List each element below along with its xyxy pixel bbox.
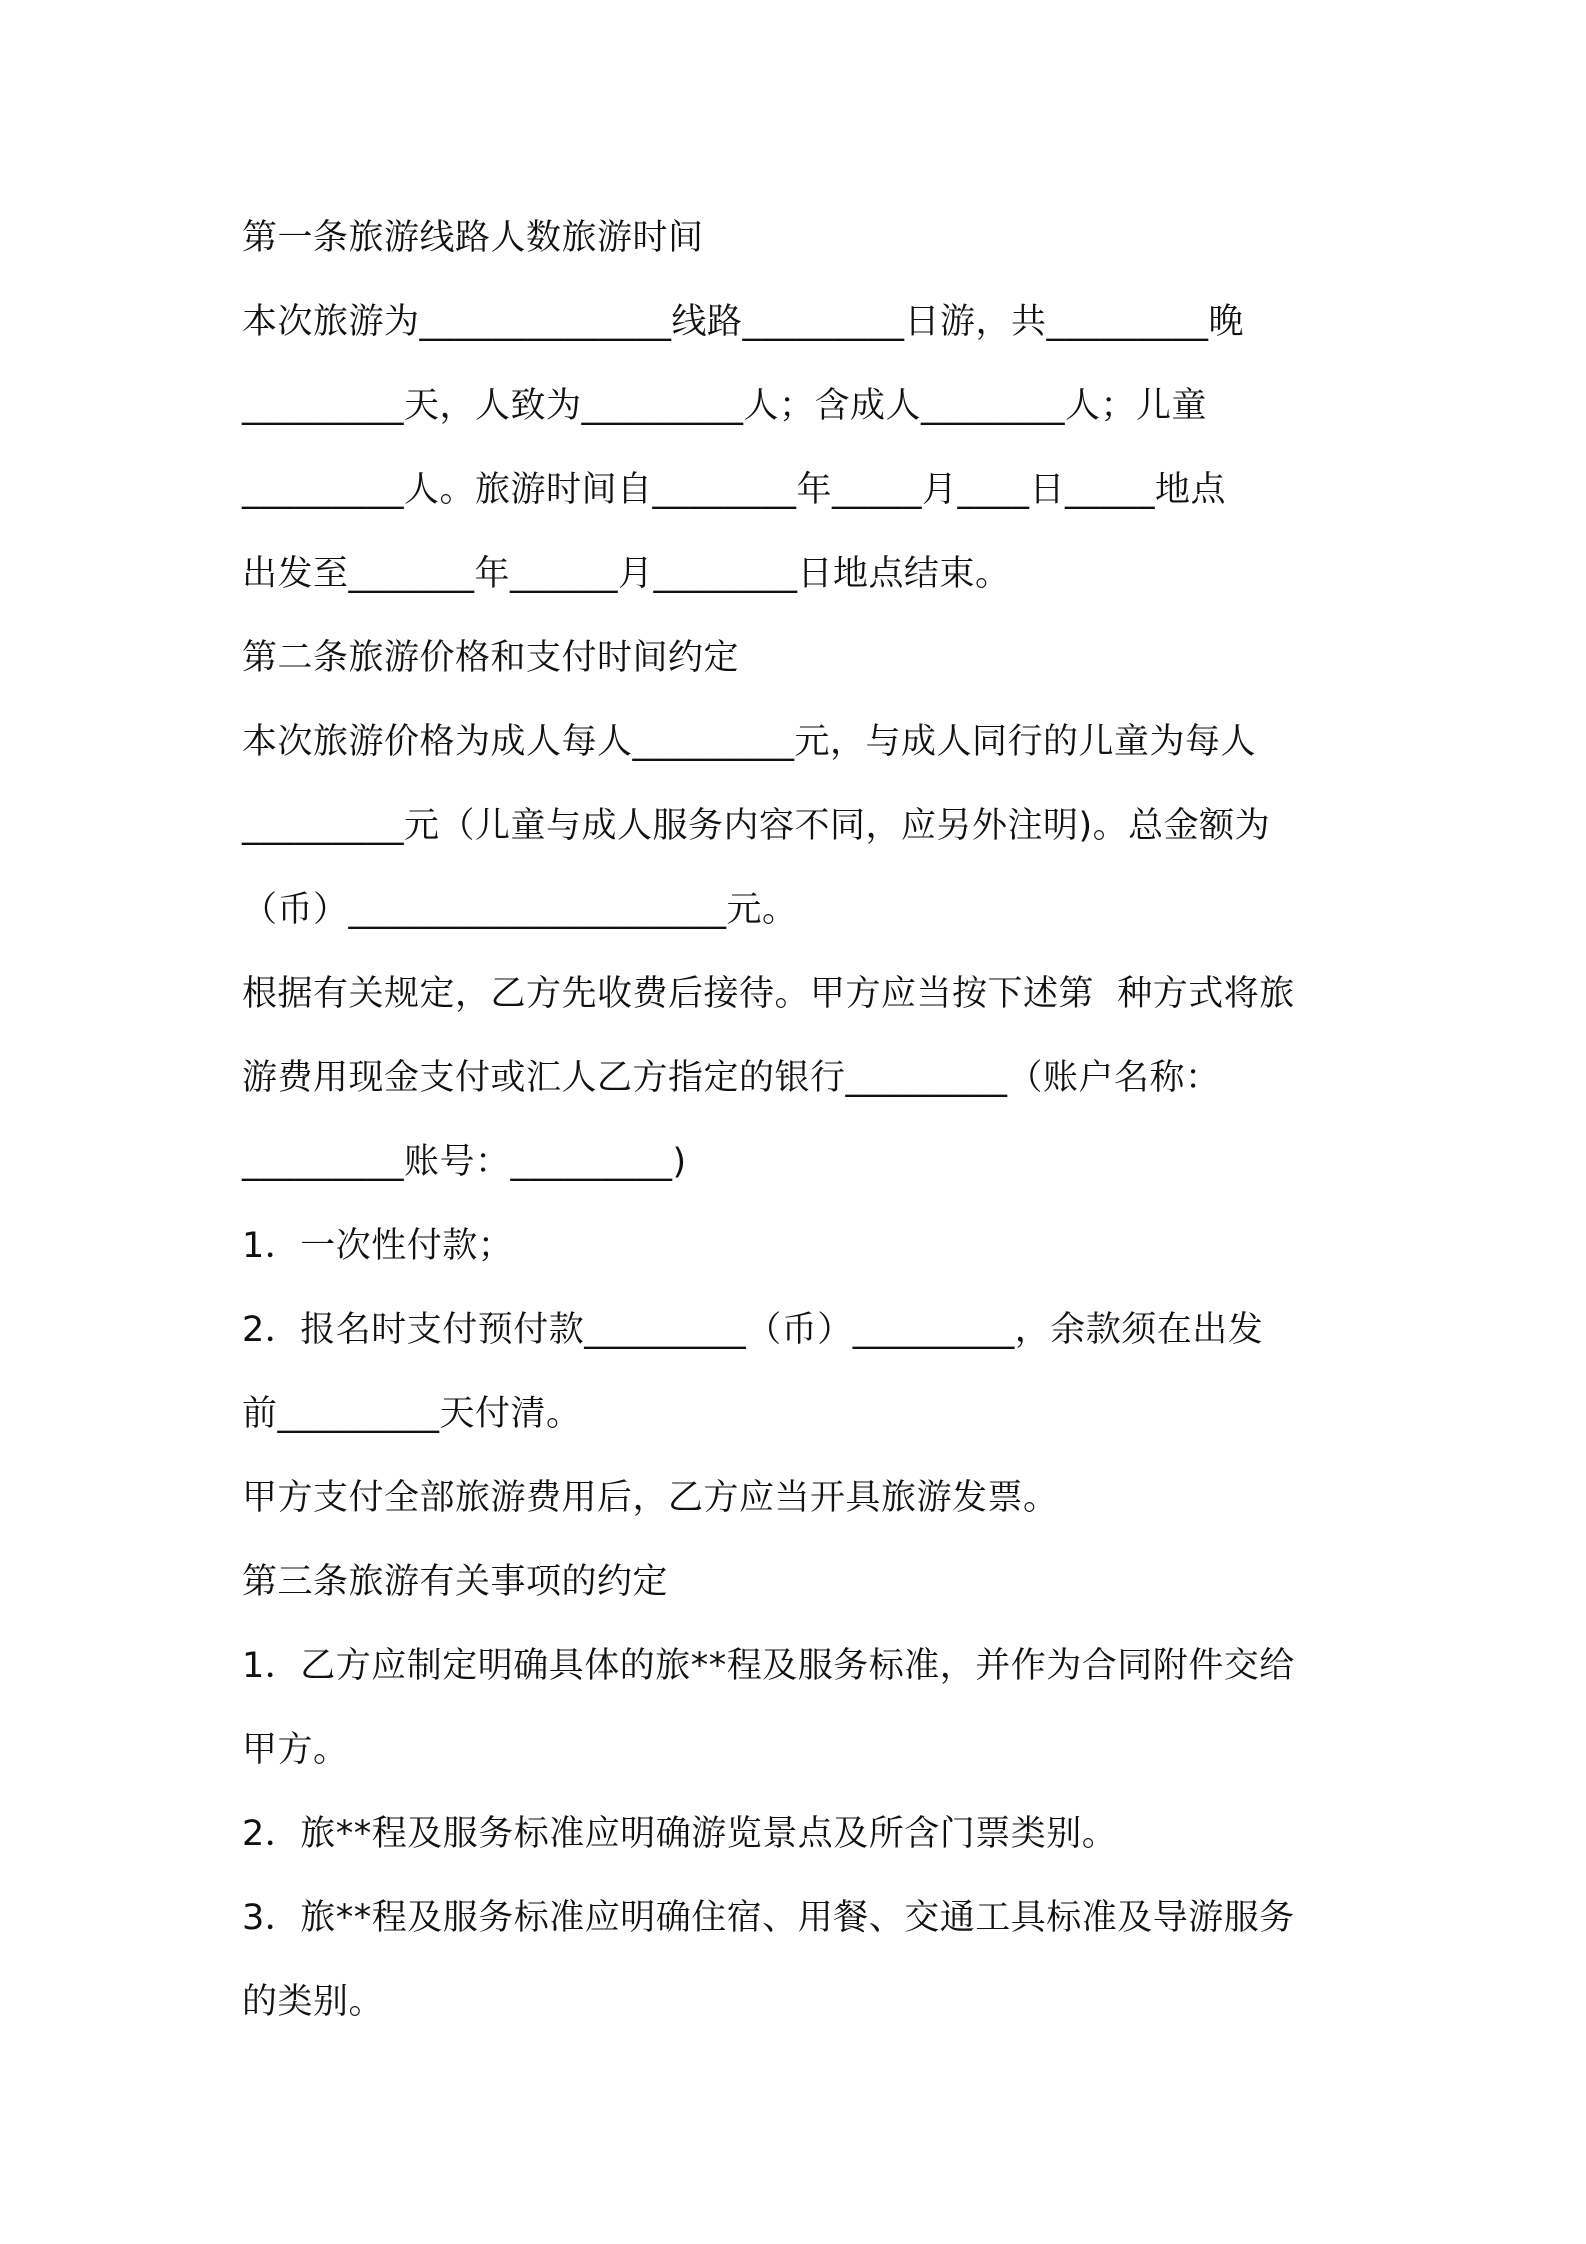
text-line: 本次旅游为______________线路_________日游，共_________晚	[242, 302, 1245, 342]
text-line: 游费用现金支付或汇人乙方指定的银行_________（账户名称：	[242, 1058, 1221, 1098]
list-item: 1．乙方应制定明确具体的旅**程及服务标准，并作为合同附件交给	[242, 1646, 1295, 1686]
text-line: 甲方。	[242, 1730, 349, 1770]
text-line: 甲方支付全部旅游费用后，乙方应当开具旅游发票。	[242, 1478, 1059, 1518]
text-line: 本次旅游价格为成人每人_________元，与成人同行的儿童为每人	[242, 722, 1257, 762]
text-line: （币）_____________________元。	[242, 890, 798, 930]
text-line: 出发至_______年______月________日地点结束。	[242, 554, 1011, 594]
list-item: 3．旅**程及服务标准应明确住宿、用餐、交通工具标准及导游服务	[242, 1898, 1295, 1938]
article-3-heading: 第三条旅游有关事项的约定	[242, 1562, 669, 1602]
text-line: _________天，人致为_________人；含成人________人；儿童	[242, 386, 1208, 426]
text-line: _________元（儿童与成人服务内容不同，应另外注明)。总金额为	[242, 806, 1271, 846]
list-item: 2．报名时支付预付款_________（币）_________，余款须在出发	[242, 1310, 1264, 1350]
list-item: 2．旅**程及服务标准应明确游览景点及所含门票类别。	[242, 1814, 1118, 1854]
article-1-heading: 第一条旅游线路人数旅游时间	[242, 218, 704, 258]
article-2-heading: 第二条旅游价格和支付时间约定	[242, 638, 740, 678]
text-line: 根据有关规定，乙方先收费后接待。甲方应当按下述第 种方式将旅	[242, 974, 1295, 1014]
text-line: _________人。旅游时间自________年_____月____日_____地点	[242, 470, 1227, 510]
text-line: 的类别。	[242, 1982, 385, 2022]
text-line: 前_________天付清。	[242, 1394, 582, 1434]
list-item: 1．一次性付款；	[242, 1226, 514, 1266]
text-line: _________账号：_________)	[242, 1142, 687, 1182]
document-body	[242, 196, 1362, 2044]
